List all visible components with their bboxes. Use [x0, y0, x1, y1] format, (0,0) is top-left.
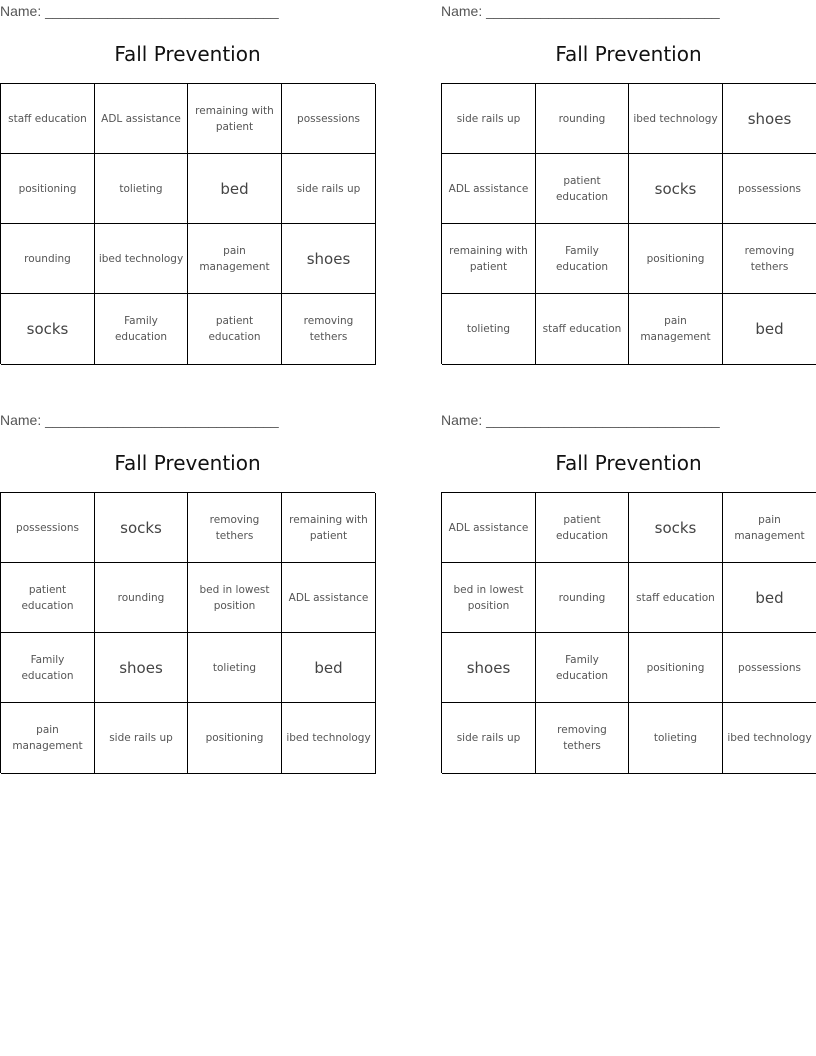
bingo-card-1 — [0, 0, 375, 365]
bingo-cell: possessions — [723, 154, 816, 224]
bingo-cell: rounding — [536, 84, 629, 154]
bingo-cell: patient education — [188, 294, 282, 365]
bingo-cell: Family education — [1, 633, 95, 703]
card-title: Fall Prevention — [555, 451, 702, 475]
name-line: Name: ______________________________ — [441, 412, 720, 428]
bingo-cell: side rails up — [282, 154, 376, 224]
bingo-cell: bed in lowest position — [442, 563, 536, 633]
bingo-cell: socks — [629, 493, 723, 563]
bingo-cell: removing tethers — [536, 703, 629, 774]
bingo-cell: bed — [723, 294, 816, 365]
bingo-cell: positioning — [188, 703, 282, 774]
bingo-cell: patient education — [536, 154, 629, 224]
name-line: Name: ______________________________ — [441, 3, 720, 19]
bingo-card-2 — [441, 0, 816, 365]
bingo-cell: Family education — [536, 633, 629, 703]
bingo-cell: socks — [95, 493, 188, 563]
bingo-cell: remaining with patient — [188, 84, 282, 154]
bingo-cell: shoes — [723, 84, 816, 154]
bingo-cell: ibed technology — [629, 84, 723, 154]
bingo-cell: Family education — [95, 294, 188, 365]
bingo-cell: socks — [629, 154, 723, 224]
bingo-cell: rounding — [95, 563, 188, 633]
bingo-cell: possessions — [1, 493, 95, 563]
bingo-cell: remaining with patient — [282, 493, 376, 563]
bingo-cell: ibed technology — [282, 703, 376, 774]
bingo-cell: possessions — [282, 84, 376, 154]
bingo-cell: ADL assistance — [282, 563, 376, 633]
bingo-cell: positioning — [629, 224, 723, 294]
bingo-cell: shoes — [282, 224, 376, 294]
bingo-cell: shoes — [95, 633, 188, 703]
bingo-cell: possessions — [723, 633, 816, 703]
bingo-cell: rounding — [1, 224, 95, 294]
name-line: Name: ______________________________ — [0, 412, 279, 428]
bingo-cell: rounding — [536, 563, 629, 633]
bingo-cell: bed — [282, 633, 376, 703]
bingo-cell: bed — [188, 154, 282, 224]
bingo-cell: tolieting — [442, 294, 536, 365]
bingo-cell: removing tethers — [188, 493, 282, 563]
card-title: Fall Prevention — [114, 451, 261, 475]
bingo-card-4 — [441, 409, 816, 774]
bingo-cell: staff education — [629, 563, 723, 633]
bingo-cell: pain management — [1, 703, 95, 774]
bingo-cell: positioning — [1, 154, 95, 224]
bingo-cell: bed — [723, 563, 816, 633]
bingo-cell: Family education — [536, 224, 629, 294]
bingo-cell: tolieting — [95, 154, 188, 224]
name-line: Name: ______________________________ — [0, 3, 279, 19]
bingo-cell: ibed technology — [95, 224, 188, 294]
card-title: Fall Prevention — [555, 42, 702, 66]
bingo-cell: pain management — [629, 294, 723, 365]
bingo-cell: ADL assistance — [95, 84, 188, 154]
bingo-cell: tolieting — [629, 703, 723, 774]
bingo-cell: shoes — [442, 633, 536, 703]
bingo-cell: tolieting — [188, 633, 282, 703]
bingo-cell: patient education — [1, 563, 95, 633]
bingo-grid — [0, 83, 375, 364]
bingo-cell: socks — [1, 294, 95, 365]
bingo-cell: bed in lowest position — [188, 563, 282, 633]
bingo-grid — [0, 492, 375, 773]
bingo-card-3 — [0, 409, 375, 774]
bingo-cell: side rails up — [442, 84, 536, 154]
bingo-cell: pain management — [723, 493, 816, 563]
bingo-cell: ibed technology — [723, 703, 816, 774]
bingo-cell: positioning — [629, 633, 723, 703]
bingo-cell: ADL assistance — [442, 154, 536, 224]
bingo-grid — [441, 492, 816, 773]
bingo-cell: side rails up — [442, 703, 536, 774]
card-title: Fall Prevention — [114, 42, 261, 66]
bingo-grid — [441, 83, 816, 364]
bingo-cell: staff education — [536, 294, 629, 365]
bingo-cell: staff education — [1, 84, 95, 154]
bingo-cell: removing tethers — [282, 294, 376, 365]
bingo-cell: remaining with patient — [442, 224, 536, 294]
bingo-cell: pain management — [188, 224, 282, 294]
bingo-cell: patient education — [536, 493, 629, 563]
bingo-cell: removing tethers — [723, 224, 816, 294]
bingo-cell: ADL assistance — [442, 493, 536, 563]
bingo-cell: side rails up — [95, 703, 188, 774]
